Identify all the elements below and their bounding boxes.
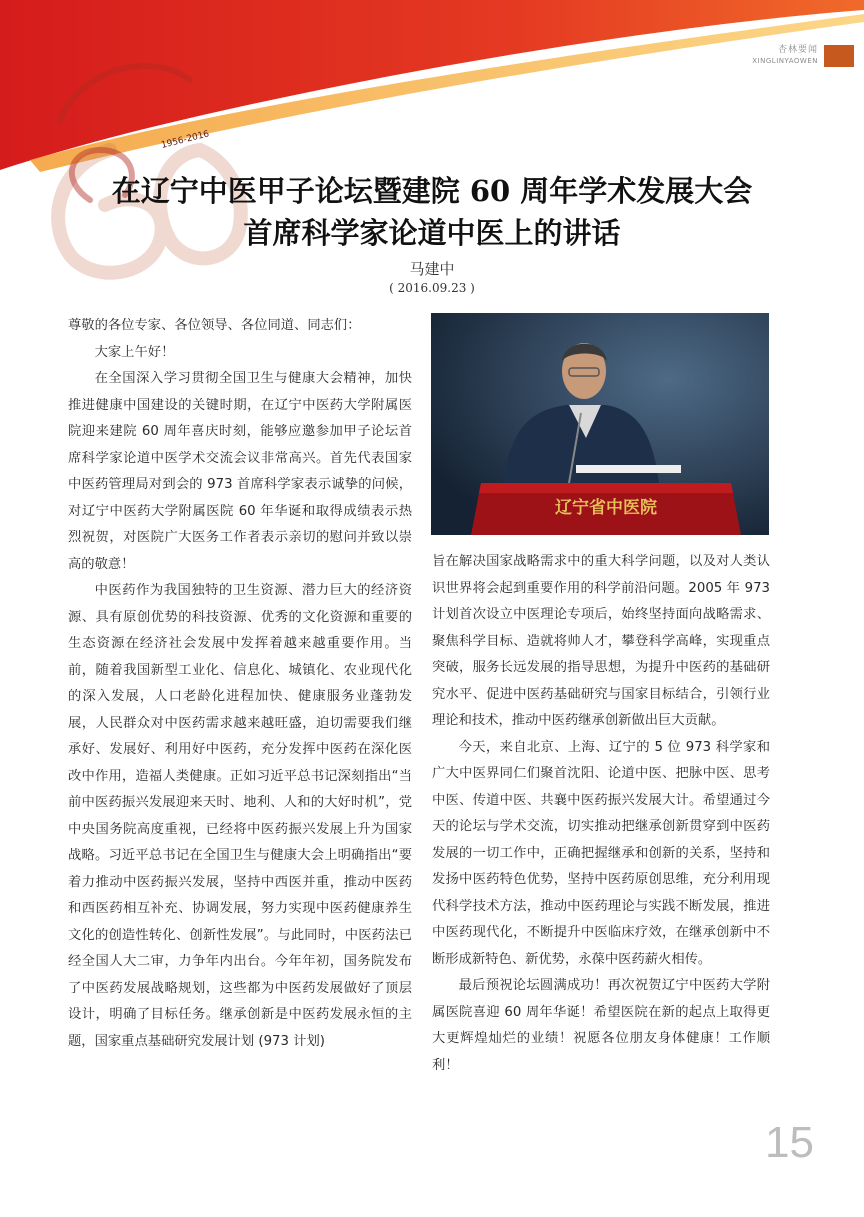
- article-author: 马建中: [409, 260, 455, 278]
- paragraph: 在全国深入学习贯彻全国卫生与健康大会精神，加快推进健康中国建设的关键时期，在辽宁中医药大学附属医院迎来建院 60 周年喜庆时刻，能够应邀参加甲子论坛首席科学家论道中医学术交流会议非常高兴。首先代表国家中医药管理局对到会的 973 首席科学家表示诚挚的问候，对辽宁中医药大学附属医院 60 年华诞和取得成绩表示热烈祝贺，对医院广大医务工作者表示亲切的慰问并致以崇高的敬意！: [68, 371, 412, 572]
- closing-paragraph: 最后预祝论坛圆满成功！再次祝贺辽宁中医药大学附属医院喜迎 60 周年华诞！希望医院在新的起点上取得更大更辉煌灿烂的业绩！祝愿各位朋友身体健康！工作顺利！: [432, 978, 770, 1073]
- salutation: 尊敬的各位专家、各位领导、各位同道、同志们：: [68, 318, 361, 333]
- podium-sign: 辽宁省中医院: [555, 498, 657, 518]
- emblem-years: 1956-2016: [160, 129, 211, 151]
- column-tag: [752, 45, 818, 66]
- speaker-photo: [431, 313, 769, 535]
- title-line-2: 首席科学家论道中医上的讲话: [243, 216, 621, 250]
- column-color-block: [824, 45, 854, 67]
- greeting: 大家上午好！: [94, 344, 175, 360]
- column-name-zh: 杏林要闻: [777, 45, 818, 55]
- paragraph-continued: 旨在解决国家战略需求中的重大科学问题，以及对人类认识世界将会起到重要作用的科学前沿问题。2005 年 973 计划首次设立中医理论专项后，始终坚持面向战略需求、聚焦科学目标、造就将帅人才，攀登科学高峰，实现重点突破，服务长远发展的指导思想，为提升中医药的基础研究水平、促进中医药基础研究与国家目标结合，引领行业理论和技术，推动中医药继承创新做出巨大贡献。: [432, 554, 770, 728]
- paragraph: 今天，来自北京、上海、辽宁的 5 位 973 科学家和广大中医界同仁们聚首沈阳、论道中医、把脉中医、思考中医、传道中医、共襄中医药振兴发展大计。希望通过今天的论坛与学术交流，切实推动把继承创新贯穿到中医药发展的一切工作中，正确把握继承和创新的关系，坚持和发扬中医药特色优势，坚持中医药原创思维，充分利用现代科学技术方法，推动中医药理论与实践不断发展，推进中医药现代化，不断提升中医临床疗效，在继承创新中不断形成新特色、新优势，永葆中医药薪火相传。: [432, 739, 770, 967]
- column-name-en: XINGLINYAOWEN: [752, 57, 818, 65]
- article-date: ( 2016.09.23 ): [389, 281, 475, 295]
- article-title: [30, 170, 834, 254]
- page-number: 15: [765, 1118, 814, 1167]
- title-line-1: 在辽宁中医甲子论坛暨建院 60 周年学术发展大会: [111, 174, 753, 208]
- right-column: [432, 549, 770, 1079]
- paragraph: 中医药作为我国独特的卫生资源、潜力巨大的经济资源、具有原创优势的科技资源、优秀的文化资源和重要的生态资源在经济社会发展中发挥着越来越重要作用。当前，随着我国新型工业化、信息化、城镇化、农业现代化的深入发展，人口老龄化进程加快、健康服务业蓬勃发展，人民群众对中医药需求越来越旺盛，迫切需要我们继承好、发展好、利用好中医药，充分发挥中医药在深化医改中作用，造福人类健康。正如习近平总书记深刻指出“当前中医药振兴发展迎来天时、地利、人和的大好时机”，党中央国务院高度重视，已经将中医药振兴发展上升为国家战略。习近平总书记在全国卫生与健康大会上明确指出“要着力推动中医药振兴发展，坚持中西医并重，推动中医药和西医药相互补充、协调发展，努力实现中医药健康养生文化的创造性转化、创新性发展”。与此同时，中医药法已经全国人大二审，力争年内出台。今年年初，国务院发布了中医药发展战略规划，这些都为中医药发展做好了顶层设计，明确了目标任务。继承创新是中医药发展永恒的主题，国家重点基础研究发展计划 (973 计划): [68, 583, 412, 1049]
- left-column: [68, 313, 412, 1055]
- speaker-at-podium-photo-icon: [431, 313, 769, 535]
- anniversary-banner: [0, 0, 864, 300]
